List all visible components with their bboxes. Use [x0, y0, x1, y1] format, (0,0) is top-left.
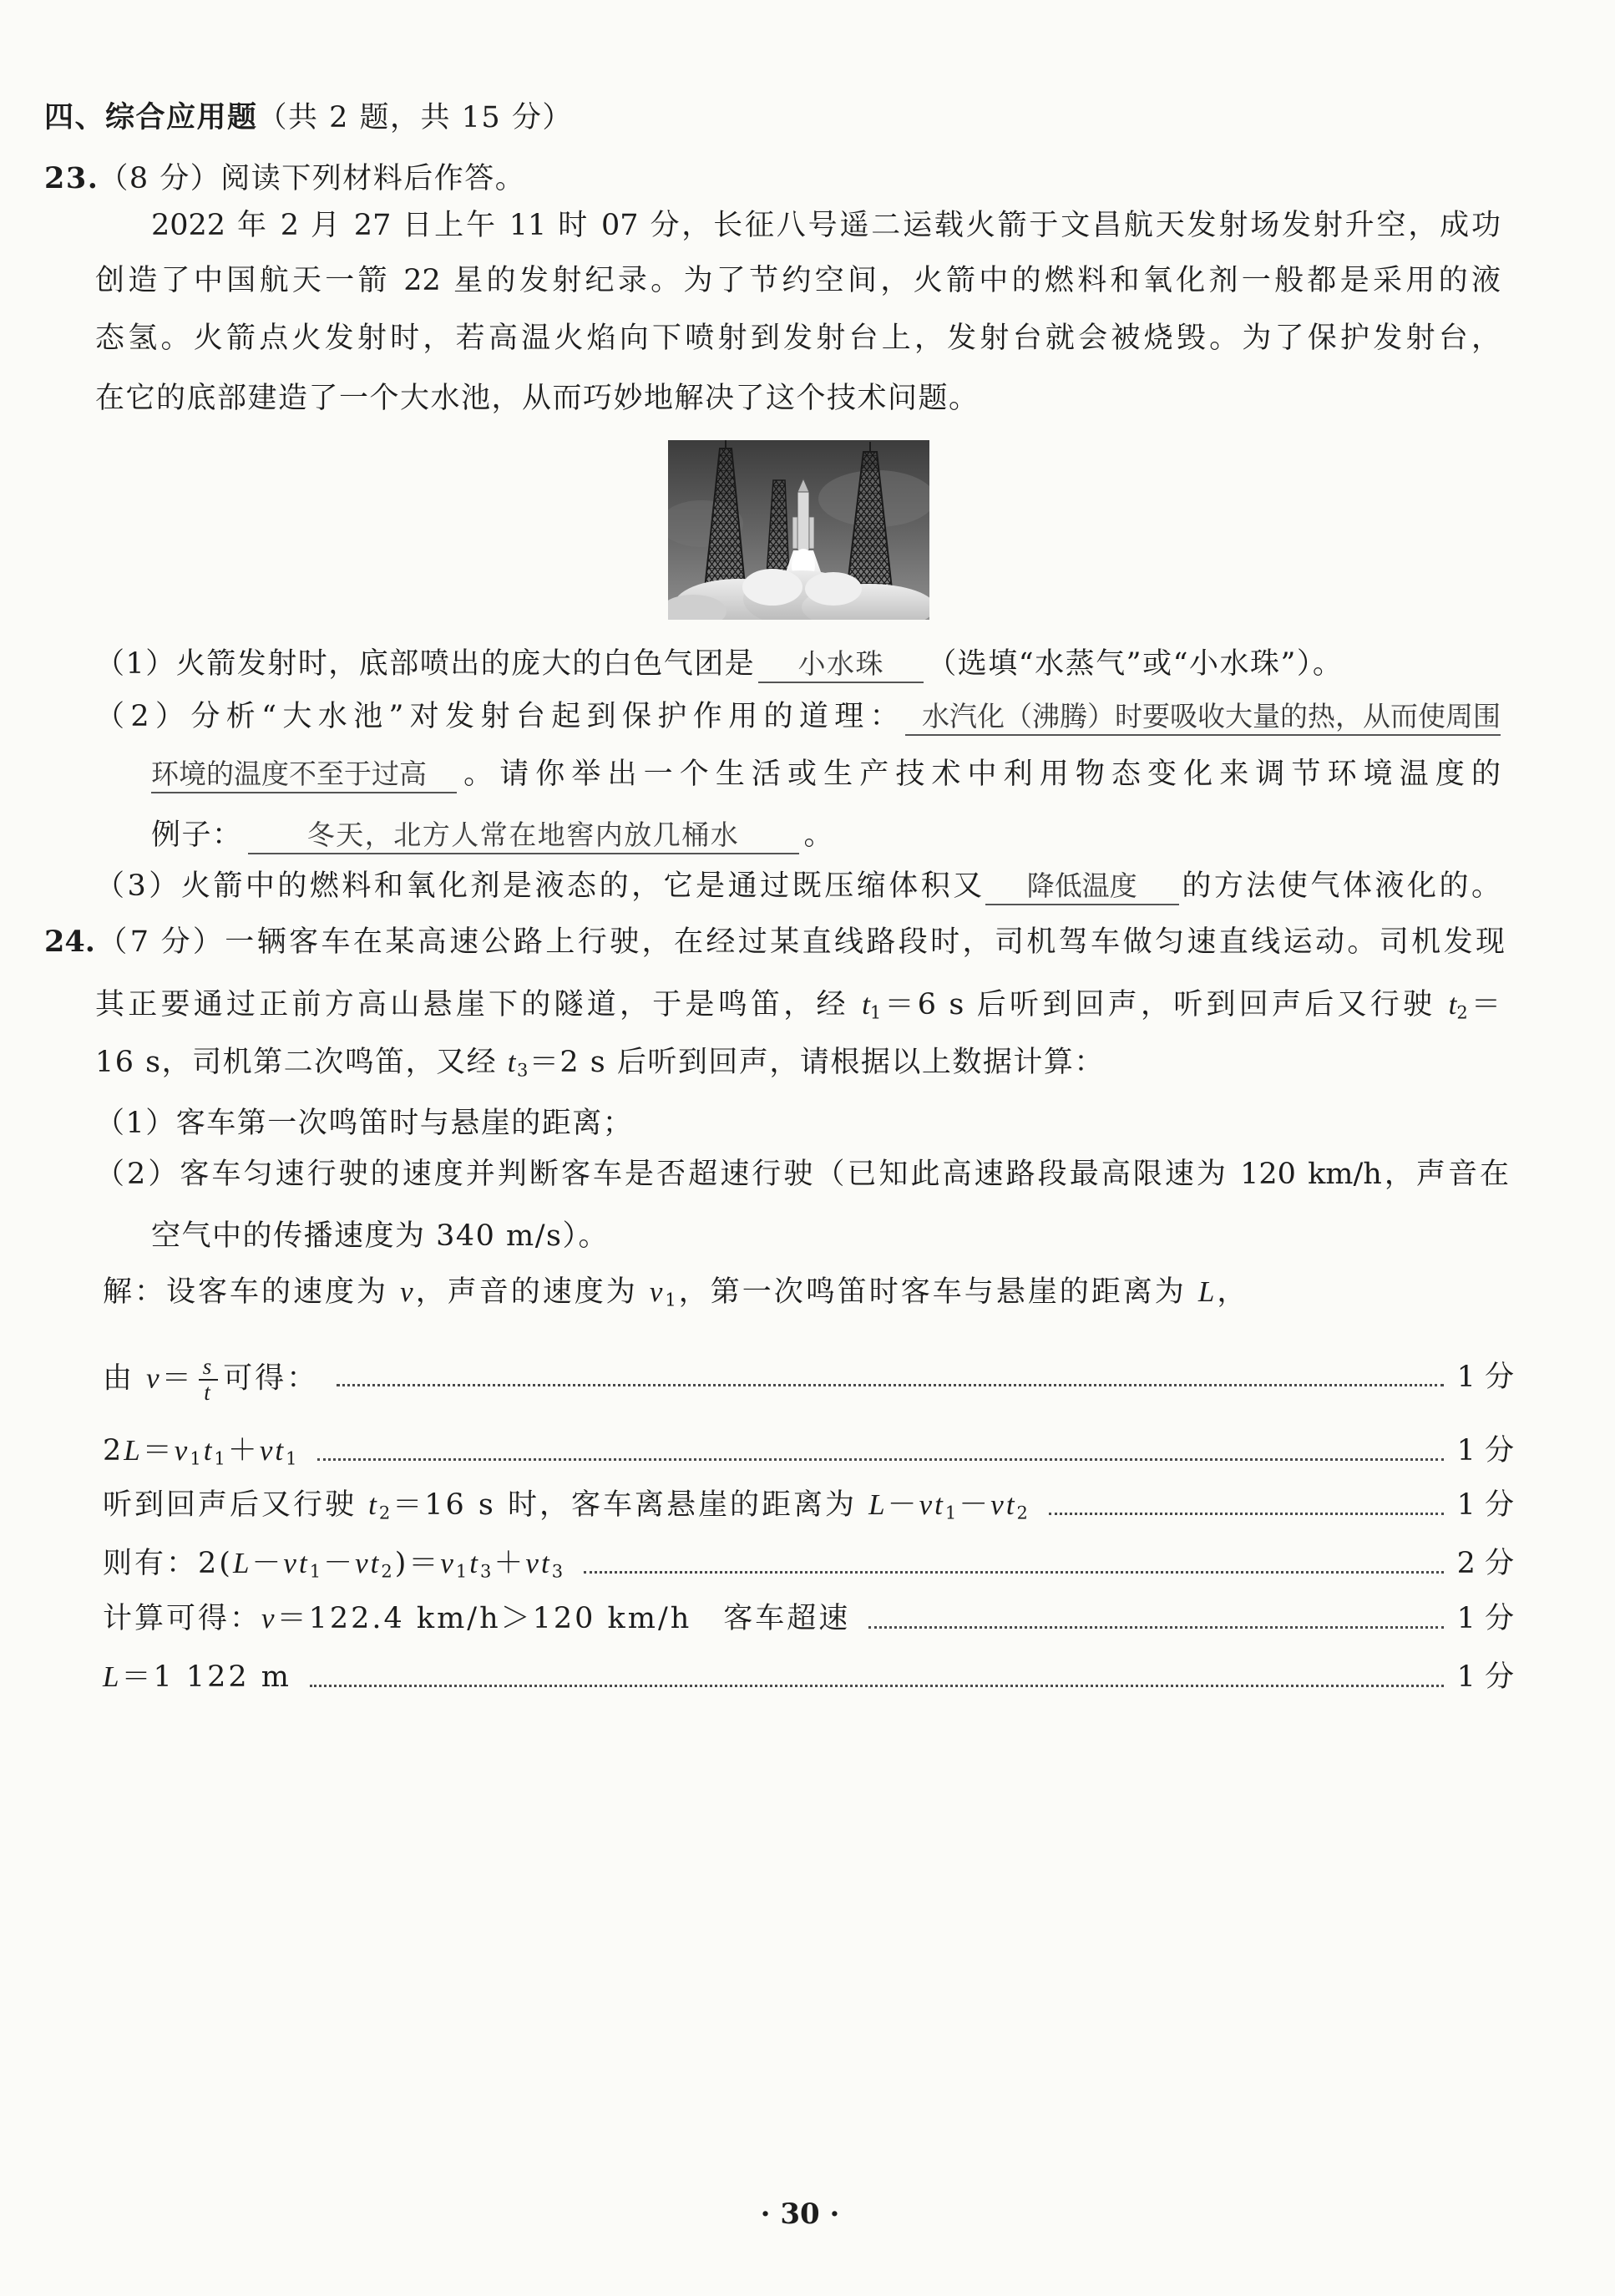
math-subscript: 1 [309, 1561, 324, 1582]
text-run: 可得： [223, 1361, 319, 1396]
math-variable: L [868, 1488, 888, 1521]
q23-part2-example-end: 。 [803, 819, 835, 852]
math-variable: L [232, 1547, 252, 1579]
passage-line: 创造了中国航天一箭 22 星的发射纪录。为了节约空间，火箭中的燃料和氧化剂一般都是采用的液 [95, 264, 1501, 297]
math-variable: vt [259, 1434, 286, 1467]
passage-line: 态氢。火箭点火发射时，若高温火焰向下喷射到发射台上，发射台就会被烧毁。为了保护发射台， [95, 322, 1501, 355]
math-subscript: 1 [869, 1002, 882, 1023]
q23-part3-text-end: 的方法使气体液化的。 [1178, 869, 1501, 903]
solution-step-content [103, 1430, 299, 1472]
q23-stem-text: （8 分）阅读下列材料后作答。 [99, 162, 526, 195]
dotted-leader [317, 1458, 1443, 1461]
text-run: ，第一次鸣笛时客车与悬崖的距离为 [678, 1275, 1198, 1309]
text-run: ＝122.4 km/h＞120 km/h 客车超速 [276, 1602, 851, 1635]
solution-step-score: 2 分 [1456, 1547, 1514, 1580]
passage-line: 在它的底部建造了一个大水池，从而巧妙地解决了这个技术问题。 [95, 382, 980, 415]
q23-part3-answer: 降低温度 [985, 869, 1179, 905]
solution-step-content [103, 1355, 318, 1405]
text-run: 由 [103, 1361, 147, 1396]
solution-step [103, 1543, 1514, 1584]
text-run: )＝ [394, 1547, 441, 1580]
solution-step-content [103, 1543, 565, 1584]
solution-step [103, 1430, 1514, 1472]
passage-line: 2022 年 2 月 27 日上午 11 时 07 分，长征八号遥二运载火箭于文昌航天发射场发射升空，成功 [151, 209, 1501, 242]
q24-part1: （1）客车第一次鸣笛时与悬崖的距离； [95, 1107, 634, 1140]
solution-step-score: 1 分 [1456, 1361, 1514, 1394]
solution-step-score: 1 分 [1456, 1434, 1514, 1467]
page-number: · 30 · [760, 2197, 840, 2231]
math-variable: vt [283, 1547, 310, 1579]
math-variable: v [174, 1434, 190, 1467]
math-variable: t [203, 1434, 215, 1467]
dotted-leader [337, 1384, 1443, 1386]
text-run: － [959, 1488, 991, 1522]
solution-step-score: 1 分 [1456, 1602, 1514, 1635]
q23-part2-line2 [151, 753, 1501, 795]
q23-part1 [95, 643, 1343, 685]
text-run: ＋ [494, 1547, 526, 1580]
q23-part2-text: （2）分析“大水池”对发射台起到保护作用的道理： [95, 700, 905, 733]
text-run: ＝ [142, 1434, 175, 1467]
math-variable: v [261, 1602, 277, 1635]
q23-part1-answer: 小水珠 [758, 646, 924, 683]
text-run: ，声音的速度为 [415, 1275, 650, 1309]
math-variable: vt [355, 1547, 382, 1579]
text-run: 16 s，司机第二次鸣笛，又经 [95, 1046, 508, 1079]
dotted-leader [868, 1626, 1443, 1629]
solution-intro [103, 1271, 1248, 1313]
q24-part2-line2: 空气中的传播速度为 340 m/s）。 [151, 1219, 609, 1253]
text-run: ＝ [161, 1361, 194, 1396]
solution-step [103, 1484, 1514, 1526]
dotted-leader [584, 1571, 1444, 1574]
solution-step [103, 1345, 1514, 1405]
text-run: ＝2 s 后听到回声，请根据以上数据计算： [529, 1046, 1105, 1079]
math-subscript: 1 [190, 1448, 204, 1469]
section-heading [44, 97, 573, 139]
math-subscript: 2 [1016, 1503, 1030, 1523]
q23-part1-text: （1）火箭发射时，底部喷出的庞大的白色气团是 [95, 647, 756, 681]
math-subscript: 1 [665, 1290, 679, 1310]
math-variable: t [368, 1488, 379, 1521]
q23-part2-answer-line1: 水汽化（沸腾）时要吸收大量的热，从而使周围 [905, 699, 1501, 736]
math-subscript: 1 [455, 1561, 470, 1582]
q23-part3-text: （3）火箭中的燃料和氧化剂是液态的，它是通过既压缩体积又 [95, 869, 985, 903]
q24-stem-line1 [44, 921, 1505, 963]
solution-step [103, 1656, 1514, 1698]
text-run: － [251, 1547, 284, 1580]
q24-stem-line2 [95, 984, 1501, 1026]
math-variable: t [469, 1547, 481, 1579]
text-run: － [323, 1547, 356, 1580]
math-subscript: 2 [381, 1561, 395, 1582]
math-subscript: 1 [286, 1448, 300, 1469]
math-subscript: 2 [378, 1503, 393, 1523]
text-run: 听到回声后又行驶 [103, 1488, 369, 1522]
section-note: （共 2 题，共 15 分） [257, 101, 573, 134]
q23-part2-text-cont: 。请你举出一个生活或生产技术中利用物态变化来调节环境温度的 [457, 758, 1501, 791]
math-subscript: 1 [214, 1448, 228, 1469]
fraction [199, 1355, 219, 1405]
q23-stem [44, 158, 525, 200]
math-subscript: 1 [944, 1503, 959, 1523]
text-run: ＝6 s 后听到回声，听到回声后又行驶 [881, 988, 1449, 1021]
math-subscript: 3 [480, 1561, 494, 1582]
math-variable: vt [990, 1488, 1017, 1521]
text-run: 其正要通过正前方高山悬崖下的隧道，于是鸣笛，经 [95, 988, 863, 1021]
math-variable: L [103, 1660, 122, 1693]
solution-step-score: 1 分 [1456, 1488, 1514, 1522]
fraction-denominator: t [204, 1380, 213, 1405]
text-run: ＝1 122 m [121, 1660, 291, 1694]
math-variable: vt [525, 1547, 552, 1579]
dotted-leader [310, 1685, 1444, 1687]
q24-stem-text [95, 925, 1505, 959]
solution-step-content [103, 1656, 291, 1698]
text-run: （7 分）一辆客车在某高速公路上行驶，在经过某直线路段时，司机驾车做匀速直线运动。司机发现 [94, 925, 1505, 959]
math-variable: v [146, 1361, 162, 1395]
q23-part2-example [151, 814, 834, 856]
math-variable: v [400, 1275, 416, 1308]
q23-number: 23. [44, 161, 99, 195]
fraction-numerator: s [199, 1355, 219, 1381]
math-variable: t [862, 988, 870, 1021]
math-variable: t [507, 1046, 517, 1078]
q23-part2-line1 [95, 696, 1501, 737]
rocket-launch-photo [668, 440, 929, 620]
math-variable: L [124, 1434, 143, 1467]
q24-number: 24. [44, 925, 95, 959]
q23-part2-example-label: 例子： [151, 819, 243, 852]
q23-part2-example-answer: 冬天，北方人常在地窖内放几桶水 [248, 818, 799, 854]
solution-step-content [103, 1598, 850, 1640]
text-run: ， [1217, 1275, 1249, 1309]
q23-part2-answer-line2: 环境的温度不至于过高 [151, 757, 457, 793]
text-run: 解：设客车的速度为 [103, 1275, 401, 1309]
text-run: ＋ [227, 1434, 260, 1467]
q23-part3 [95, 865, 1501, 907]
math-variable: v [440, 1547, 456, 1579]
math-variable: vt [919, 1488, 945, 1521]
dotted-leader [1049, 1513, 1444, 1515]
math-variable: v [649, 1275, 666, 1308]
solution-step-content [103, 1484, 1030, 1526]
q23-part1-hint: （选填“水蒸气”或“小水珠”）。 [927, 647, 1344, 681]
text-run: 计算可得： [103, 1602, 262, 1635]
section-title: 四、综合应用题 [44, 101, 258, 134]
solution-step [103, 1598, 1514, 1640]
text-run: 则有：2( [103, 1547, 233, 1580]
text-run: － [887, 1488, 919, 1522]
q24-stem-line3 [95, 1042, 1105, 1083]
math-variable: L [1197, 1275, 1218, 1308]
solution-step-score: 1 分 [1456, 1660, 1514, 1694]
text-run: ＝ [1467, 988, 1501, 1021]
math-variable: t [1448, 988, 1457, 1021]
text-run: 2 [103, 1434, 124, 1467]
math-subscript: 2 [1456, 1002, 1468, 1023]
text-run: ＝16 s 时，客车离悬崖的距离为 [392, 1488, 869, 1522]
math-subscript: 3 [551, 1561, 566, 1582]
math-subscript: 3 [516, 1060, 529, 1081]
q24-part2-line1: （2）客车匀速行驶的速度并判断客车是否超速行驶（已知此高速路段最高限速为 120 km/h，声音在 [95, 1158, 1509, 1191]
